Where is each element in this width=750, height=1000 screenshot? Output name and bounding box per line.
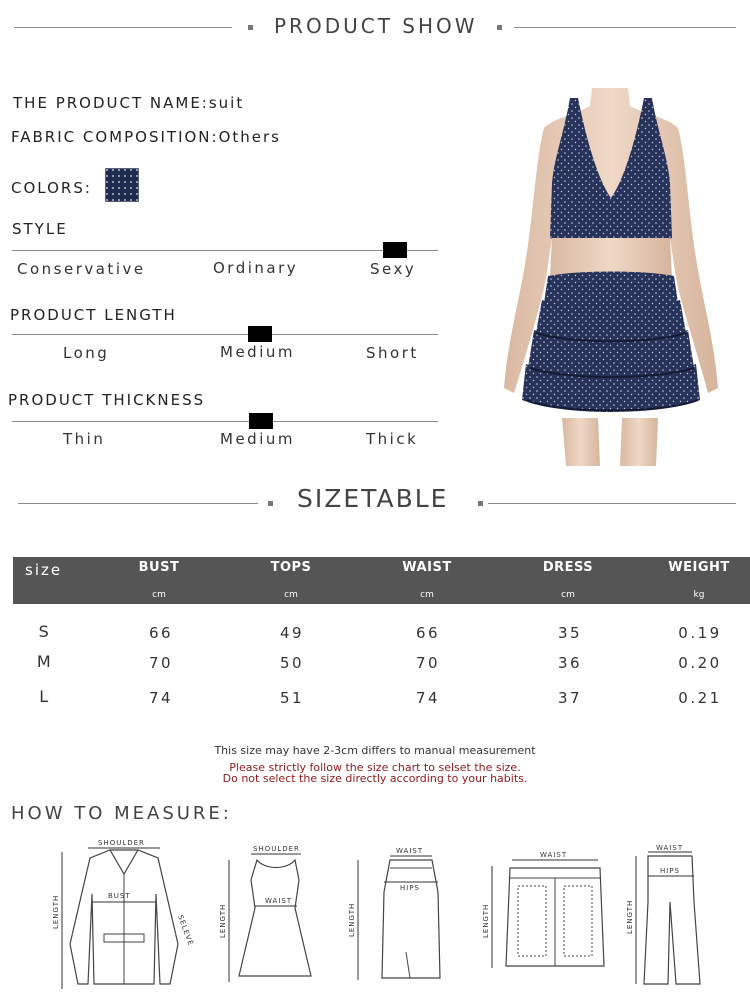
- style-scale-line: [12, 250, 438, 251]
- jacket-diagram: [48, 834, 198, 994]
- cell-waist: 70: [415, 654, 441, 672]
- style-option-conservative: Conservative: [17, 260, 146, 278]
- jacket-shoulder-label: SHOULDER: [98, 839, 145, 847]
- length-marker: [248, 326, 272, 342]
- divider-dot: [478, 501, 483, 506]
- column-unit-waist: cm: [420, 590, 434, 600]
- note-measurement: This size may have 2-3cm differs to manual measurement: [214, 744, 536, 757]
- row-size: S: [38, 622, 52, 641]
- style-option-ordinary: Ordinary: [213, 259, 299, 277]
- cell-waist: 74: [415, 689, 441, 707]
- color-swatch[interactable]: [105, 168, 139, 202]
- column-header-waist: WAIST: [402, 560, 452, 575]
- dress-diagram: [215, 840, 315, 990]
- size-table-header: [13, 557, 750, 604]
- size-column-header: size: [25, 561, 63, 579]
- cell-bust: 66: [148, 624, 174, 642]
- thickness-scale-line: [12, 421, 438, 422]
- cell-tops: 50: [279, 654, 305, 672]
- column-header-tops: TOPS: [270, 560, 312, 575]
- thickness-option-medium: Medium: [220, 430, 295, 448]
- cell-tops: 51: [279, 689, 305, 707]
- skirt-waist-label: WAIST: [396, 847, 424, 855]
- cell-weight: 0.19: [678, 624, 722, 642]
- style-title: STYLE: [12, 220, 68, 238]
- skirt-hips-label: HIPS: [400, 884, 420, 892]
- jacket-length-label: LENGTH: [52, 894, 60, 929]
- colors-label: COLORS:: [11, 179, 92, 197]
- note-habits: Do not select the size directly according to your habits.: [222, 772, 528, 785]
- column-unit-tops: cm: [284, 590, 298, 600]
- style-option-sexy: Sexy: [370, 260, 417, 278]
- cell-weight: 0.20: [678, 654, 722, 672]
- pants-length-label: LENGTH: [626, 899, 634, 934]
- cell-bust: 74: [148, 689, 174, 707]
- fabric-row: [11, 128, 281, 146]
- shorts-waist-label: WAIST: [540, 851, 568, 859]
- sizetable-title: SIZETABLE: [297, 484, 449, 513]
- column-unit-dress: cm: [561, 590, 575, 600]
- product-name-row: [13, 94, 244, 112]
- column-unit-weight: kg: [693, 590, 705, 600]
- length-option-medium: Medium: [220, 343, 295, 361]
- cell-dress: 35: [557, 624, 583, 642]
- divider-dot: [497, 25, 502, 30]
- thickness-option-thin: Thin: [63, 430, 106, 448]
- cell-tops: 49: [279, 624, 305, 642]
- column-unit-bust: cm: [152, 590, 166, 600]
- fabric-value: Others: [218, 128, 281, 146]
- skirt-length-label: LENGTH: [348, 902, 356, 937]
- column-header-bust: BUST: [138, 560, 180, 575]
- cell-weight: 0.21: [678, 689, 722, 707]
- cell-dress: 36: [557, 654, 583, 672]
- fabric-label: FABRIC COMPOSITION:: [11, 128, 219, 146]
- sizetable-divider-left: [18, 503, 258, 504]
- how-to-measure-title: HOW TO MEASURE:: [11, 803, 232, 824]
- pants-waist-label: WAIST: [656, 844, 684, 852]
- column-header-dress: DRESS: [542, 560, 594, 575]
- dress-waist-label: WAIST: [265, 897, 293, 905]
- product-name-label: THE PRODUCT NAME:: [13, 94, 209, 112]
- note-follow-chart: Please strictly follow the size chart to selset the size.: [229, 761, 521, 774]
- row-size: M: [36, 652, 54, 671]
- column-header-weight: WEIGHT: [668, 560, 730, 575]
- product-name-value: suit: [208, 94, 245, 112]
- row-size: L: [39, 687, 51, 706]
- dress-length-label: LENGTH: [219, 903, 227, 938]
- sizetable-divider-right: [488, 503, 736, 504]
- jacket-bust-label: BUST: [108, 892, 131, 900]
- divider-right: [514, 27, 736, 28]
- length-option-short: Short: [366, 344, 419, 362]
- divider-dot: [268, 501, 273, 506]
- thickness-marker: [249, 413, 273, 429]
- jacket-sleeve-label: SELEVE: [176, 913, 195, 948]
- pants-diagram: [622, 842, 702, 992]
- cell-waist: 66: [415, 624, 441, 642]
- length-option-long: Long: [63, 344, 110, 362]
- style-marker: [383, 242, 407, 258]
- thickness-option-thick: Thick: [366, 430, 419, 448]
- length-title: PRODUCT LENGTH: [10, 306, 177, 324]
- cell-bust: 70: [148, 654, 174, 672]
- length-scale-line: [12, 334, 438, 335]
- product-photo: [500, 88, 722, 466]
- divider-dot: [248, 25, 253, 30]
- cell-dress: 37: [557, 689, 583, 707]
- thickness-title: PRODUCT THICKNESS: [8, 391, 206, 409]
- pants-hips-label: HIPS: [660, 867, 680, 875]
- shorts-length-label: LENGTH: [482, 903, 490, 938]
- divider-left: [14, 27, 232, 28]
- product-show-title: PRODUCT SHOW: [274, 14, 478, 38]
- skirt-diagram: [344, 842, 444, 990]
- dress-shoulder-label: SHOULDER: [253, 845, 300, 853]
- shorts-diagram: [478, 846, 608, 976]
